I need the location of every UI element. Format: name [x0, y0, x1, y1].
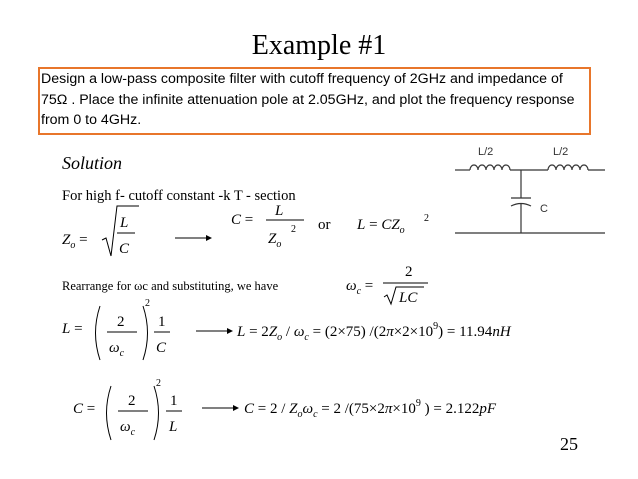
svg-text:2: 2	[405, 264, 413, 280]
svg-text:Zo: $Z_o$	[268, 231, 282, 250]
svg-text:ωc: $\omega_c$	[109, 340, 125, 359]
svg-text:L: L	[275, 203, 284, 219]
rearrange-description: Rearrange for ωc and substituting, we have	[62, 279, 279, 293]
solution-heading: Solution	[62, 153, 123, 173]
equation-c-result	[244, 398, 497, 420]
equation-omega-c	[346, 264, 428, 306]
equation-l-czo	[356, 213, 429, 236]
svg-text:C: C	[119, 241, 130, 257]
svg-text:2: 2	[424, 213, 429, 224]
equation-l-formula	[61, 298, 170, 360]
equation-l-result	[236, 321, 512, 343]
svg-text:L =: L =	[62, 321, 83, 337]
constant-k-description: For high f- cutoff constant -k T - section	[62, 188, 296, 204]
or-word: or	[318, 217, 331, 233]
svg-text:C = 2 / Zoωc = 2 /(75×2π×109 ): $C = 2 / Z_o\omega_c = 2$ $/(75\times 2\pi\times 10^9$ ) = 2.122pF	[244, 398, 497, 420]
slide-title: Example #1	[251, 30, 387, 61]
svg-text:L: L	[120, 215, 129, 231]
svg-text:2: 2	[291, 224, 296, 235]
arrow-1	[175, 235, 212, 241]
svg-text:2: 2	[128, 393, 136, 409]
svg-text:C: C	[156, 340, 167, 356]
svg-text:LC: LC	[399, 290, 418, 306]
arrow-3	[202, 405, 239, 411]
svg-text:L: L	[169, 419, 178, 435]
svg-text:1: 1	[170, 393, 178, 409]
svg-text:1: 1	[158, 314, 166, 330]
inductor-right-label: L/2	[553, 146, 569, 158]
capacitor-label: C	[540, 203, 548, 215]
svg-text:Zo =: $Z_o$ =	[62, 232, 88, 251]
t-section-circuit	[455, 165, 605, 233]
svg-text:L = CZo: $L = CZ_o$	[357, 217, 405, 236]
svg-text:2: 2	[117, 314, 125, 330]
svg-text:ωc =: $\omega_c$ =	[346, 278, 374, 297]
inductor-left-label: L/2	[478, 146, 494, 158]
page-number: 25	[560, 434, 578, 454]
svg-text:C =: C =	[73, 401, 96, 417]
svg-text:ωc: $\omega_c$	[120, 419, 136, 438]
problem-statement: Design a low-pass composite filter with cutoff frequency of 2GHz and impedance of 75Ω . Place the infinite attenuation pole at 2.05GHz, and plot the frequency response from 0 to 4GHz.	[41, 71, 575, 128]
equation-c-formula	[73, 378, 182, 440]
equation-zo	[62, 206, 139, 257]
arrow-2	[196, 328, 233, 334]
svg-text:L = 2Zo / ωc = (2×75) /(2π×2×1: $L = 2Z_o / \omega_c = (2\times 75) /(2\pi\times 2\times 10^9) = 11.94nH$	[237, 321, 511, 343]
svg-text:C =: C =	[231, 212, 254, 228]
equation-c	[231, 203, 304, 250]
svg-text:2: 2	[156, 378, 161, 389]
svg-text:2: 2	[145, 298, 150, 309]
